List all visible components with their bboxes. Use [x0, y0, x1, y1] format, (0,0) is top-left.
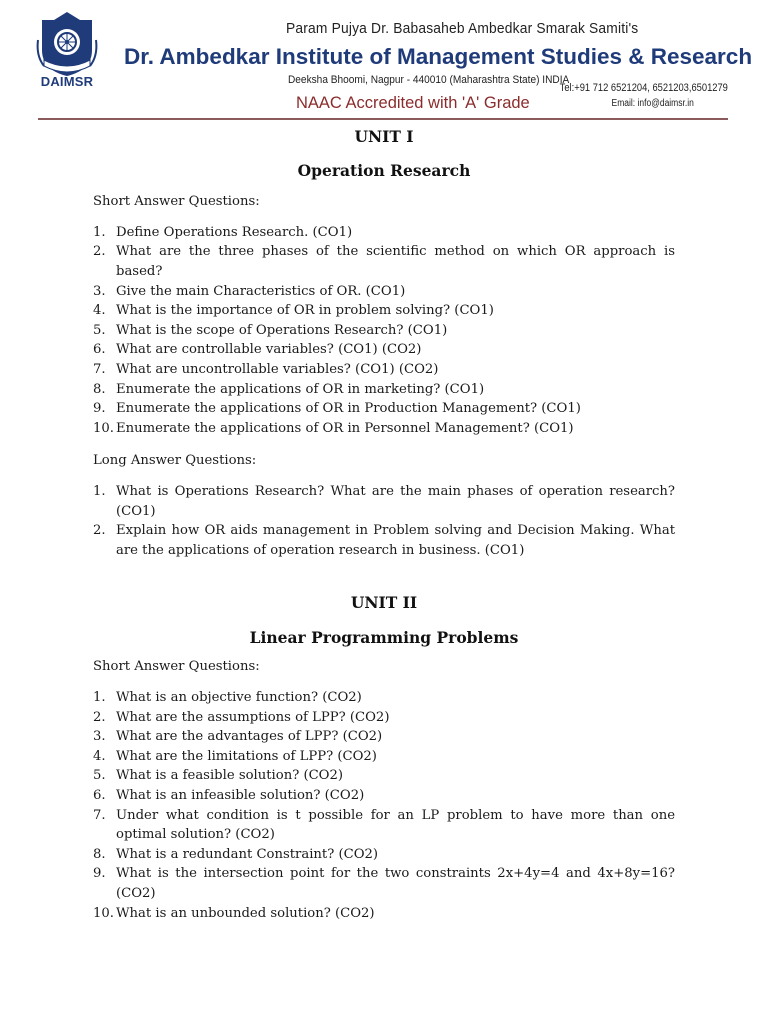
question-item — [93, 766, 675, 786]
question-text: What are the limitations of LPP? (CO2) — [116, 748, 377, 764]
question-text: What is an objective function? (CO2) — [116, 690, 362, 706]
question-number: 1. — [93, 224, 106, 240]
question-number: 1. — [93, 690, 106, 706]
question-item — [93, 688, 675, 708]
question-text: What are the advantages of LPP? (CO2) — [116, 729, 383, 745]
unit2-short-list — [93, 688, 675, 923]
question-number: 4. — [93, 748, 106, 764]
email: Email: info@daimsr.in — [611, 98, 694, 109]
question-number: 6. — [93, 342, 106, 358]
question-text: What is the scope of Operations Research? (CO1) — [116, 322, 448, 338]
question-number: 5. — [93, 322, 106, 338]
question-text: What are the three phases of the scientific method on which OR approach is based? — [116, 244, 675, 279]
question-item — [93, 482, 675, 521]
question-item — [93, 340, 675, 360]
trust-name: Param Pujya Dr. Babasaheb Ambedkar Smarak Samiti's — [286, 20, 639, 37]
document-body — [93, 127, 675, 923]
letterhead — [0, 0, 768, 122]
question-text: Explain how OR aids management in Problem solving and Decision Making. What are the applications of operation research in business. (CO1) — [116, 523, 675, 558]
question-number: 2. — [93, 709, 106, 725]
question-text: Give the main Characteristics of OR. (CO1) — [116, 283, 406, 299]
question-text: Enumerate the applications of OR in Production Management? (CO1) — [116, 401, 581, 417]
institute-name: Dr. Ambedkar Institute of Management Studies & Research — [124, 44, 753, 69]
question-item — [93, 864, 675, 903]
question-text: What are the assumptions of LPP? (CO2) — [116, 709, 390, 725]
question-number: 3. — [93, 729, 106, 745]
question-text: What is an unbounded solution? (CO2) — [116, 905, 375, 921]
question-text: What is Operations Research? What are the main phases of operation research? (CO1) — [116, 483, 675, 519]
question-text: What are uncontrollable variables? (CO1) (CO2) — [116, 361, 439, 377]
unit1-long-label: Long Answer Questions: — [93, 453, 257, 469]
question-item — [93, 419, 675, 439]
question-text: Enumerate the applications of OR in Personnel Management? (CO1) — [116, 420, 574, 436]
question-number: 10. — [93, 420, 114, 436]
question-item — [93, 301, 675, 321]
question-text: What are controllable variables? (CO1) (CO2) — [116, 342, 422, 358]
question-item — [93, 360, 675, 380]
question-item — [93, 399, 675, 419]
question-text: Enumerate the applications of OR in marketing? (CO1) — [116, 381, 485, 397]
question-text: What is an infeasible solution? (CO2) — [116, 788, 365, 804]
question-item — [93, 806, 675, 845]
question-item — [93, 223, 675, 243]
naac-accreditation: NAAC Accredited with 'A' Grade — [296, 94, 530, 112]
question-number: 8. — [93, 846, 106, 862]
logo-text: DAIMSR — [40, 74, 94, 89]
question-text: What is the importance of OR in problem solving? (CO1) — [116, 303, 494, 319]
question-number: 2. — [93, 523, 106, 539]
question-text: What is a feasible solution? (CO2) — [116, 768, 344, 784]
question-text: Under what condition is t possible for an LP problem to have more than one optimal solution? (CO2) — [116, 807, 675, 843]
question-item — [93, 786, 675, 806]
unit1-long-list — [93, 482, 675, 560]
telephone: Tel:+91 712 6521204, 6521203,6501279 — [559, 82, 728, 94]
question-item — [93, 282, 675, 302]
question-number: 4. — [93, 303, 106, 319]
question-item — [93, 708, 675, 728]
question-number: 10. — [93, 905, 114, 921]
question-item — [93, 521, 675, 560]
question-item — [93, 321, 675, 341]
question-number: 8. — [93, 381, 106, 397]
question-number: 9. — [93, 401, 106, 417]
unit2-title: Linear Programming Problems — [249, 627, 519, 647]
question-number: 5. — [93, 768, 106, 784]
question-number: 7. — [93, 361, 106, 377]
unit1-short-label: Short Answer Questions: — [93, 194, 260, 210]
unit2-heading: UNIT II — [350, 593, 418, 613]
unit2-short-label: Short Answer Questions: — [93, 659, 260, 675]
question-text: What is the intersection point for the two constraints 2x+4y=4 and 4x+8y=16? (CO2) — [116, 866, 675, 901]
question-item — [93, 242, 675, 281]
header-divider — [38, 118, 728, 120]
question-number: 2. — [93, 244, 106, 260]
question-text: Define Operations Research. (CO1) — [116, 224, 353, 240]
question-number: 7. — [93, 807, 106, 823]
question-item — [93, 904, 675, 924]
unit1-title: Operation Research — [297, 160, 471, 180]
institute-address: Deeksha Bhoomi, Nagpur - 440010 (Maharashtra State) INDIA — [288, 74, 570, 86]
question-item — [93, 845, 675, 865]
question-number: 6. — [93, 788, 106, 804]
question-number: 1. — [93, 483, 106, 499]
question-item — [93, 747, 675, 767]
unit1-short-list — [93, 223, 675, 439]
question-number: 3. — [93, 283, 106, 299]
question-item — [93, 727, 675, 747]
question-number: 9. — [93, 866, 106, 882]
question-item — [93, 380, 675, 400]
unit1-heading: UNIT I — [354, 127, 414, 146]
question-text: What is a redundant Constraint? (CO2) — [116, 846, 379, 862]
